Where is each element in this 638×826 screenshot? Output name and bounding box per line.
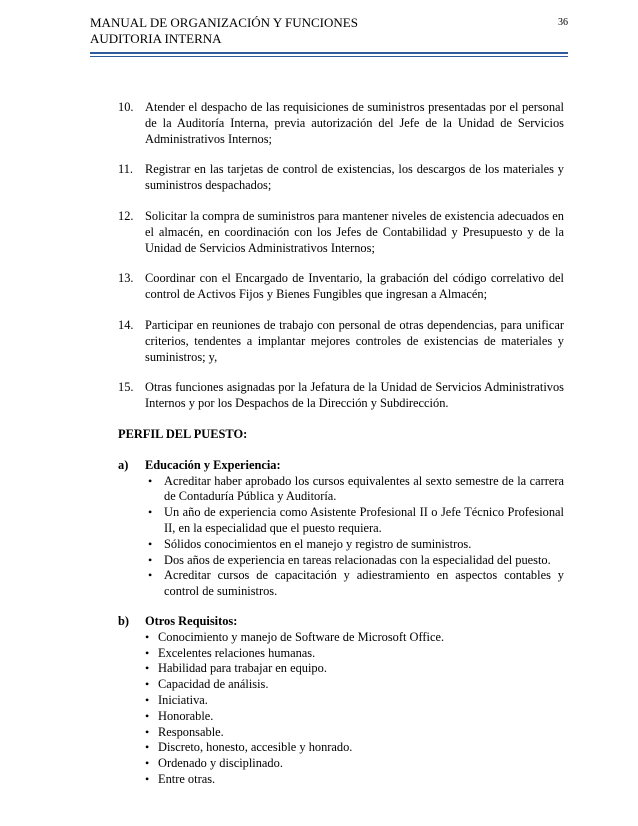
- bullet-text: Conocimiento y manejo de Software de Microsoft Office.: [158, 629, 445, 644]
- bullet-list: [145, 630, 564, 788]
- subsection-title: Otros Requisitos:: [145, 613, 238, 628]
- bullet-item: [145, 740, 564, 756]
- bullet-item: [145, 505, 564, 537]
- bullet-icon: •: [148, 505, 153, 520]
- item-number: 13.: [118, 271, 134, 286]
- bullet-text: Excelentes relaciones humanas.: [158, 645, 316, 660]
- bullet-text: Acreditar cursos de capacitación y adiestramiento en aspectos contables y control de suministros.: [164, 568, 564, 599]
- bullet-text: Capacidad de análisis.: [158, 677, 269, 692]
- bullet-item: [145, 537, 564, 553]
- header-rule-thick: [90, 52, 568, 54]
- bullet-icon: •: [145, 756, 150, 771]
- subsection-a: [118, 458, 564, 600]
- item-number: 12.: [118, 208, 134, 223]
- bullet-icon: •: [145, 740, 150, 755]
- document-body: [118, 100, 564, 802]
- header-subtitle: AUDITORIA INTERNA: [90, 31, 222, 46]
- bullet-icon: •: [148, 536, 153, 551]
- list-item: [118, 209, 564, 256]
- bullet-icon: •: [148, 473, 153, 488]
- bullet-icon: •: [145, 661, 150, 676]
- bullet-icon: •: [145, 692, 150, 707]
- bullet-text: Discreto, honesto, accesible y honrado.: [158, 740, 353, 755]
- bullet-icon: •: [148, 552, 153, 567]
- bullet-text: Un año de experiencia como Asistente Profesional II o Jefe Técnico Profesional II, en la especialidad que el puesto requiera.: [164, 505, 564, 535]
- list-item: [118, 318, 564, 365]
- bullet-text: Sólidos conocimientos en el manejo y registro de suministros.: [164, 536, 472, 551]
- section-title: PERFIL DEL PUESTO:: [118, 426, 248, 441]
- bullet-item: [145, 709, 564, 725]
- bullet-text: Ordenado y disciplinado.: [158, 756, 283, 771]
- list-item: [118, 100, 564, 147]
- bullet-text: Responsable.: [158, 724, 224, 739]
- item-text: Coordinar con el Encargado de Inventario, la grabación del código correlativo del control de Activos Fijos y Bienes Fungibles que ingresan a Almacén;: [145, 271, 564, 302]
- bullet-text: Iniciativa.: [158, 692, 208, 707]
- subsection-b: [118, 613, 564, 788]
- bullet-item: [145, 474, 564, 506]
- bullet-item: [145, 661, 564, 677]
- item-text: Participar en reuniones de trabajo con personal de otras dependencias, para unificar criterios, tendentes a implantar mejores controles de existencias de materiales y suministros; y,: [145, 317, 564, 364]
- bullet-item: [145, 553, 564, 569]
- list-item: [118, 162, 564, 194]
- bullet-text: Acreditar haber aprobado los cursos equivalentes al sexto semestre de la carrera de Contaduría Pública y Auditoría.: [164, 473, 564, 504]
- page-number: 36: [558, 17, 568, 28]
- bullet-item: [145, 772, 564, 788]
- bullet-item: [145, 693, 564, 709]
- item-number: 11.: [118, 162, 134, 177]
- item-number: 10.: [118, 100, 134, 114]
- bullet-icon: •: [148, 568, 153, 583]
- bullet-text: Dos años de experiencia en tareas relacionadas con la especialidad del puesto.: [164, 552, 551, 567]
- bullet-icon: •: [145, 771, 150, 786]
- item-number: 15.: [118, 380, 134, 395]
- item-text: Registrar en las tarjetas de control de existencias, los descargos de los materiales y suministros despachados;: [145, 162, 564, 193]
- item-text: Otras funciones asignadas por la Jefatura de la Unidad de Servicios Administrativos Internos y por los Despachos de la Dirección y Subdirección.: [145, 380, 564, 411]
- list-item: [118, 380, 564, 412]
- header-rule-thin: [90, 56, 568, 57]
- bullet-item: [145, 725, 564, 741]
- item-number: 14.: [118, 317, 134, 332]
- bullet-icon: •: [145, 677, 150, 692]
- bullet-icon: •: [145, 724, 150, 739]
- item-text: Solicitar la compra de suministros para mantener niveles de existencia adecuados en el almacén, en coordinación con los Jefes de Contabilidad y Presupuesto y de la Unidad de Servicios Administrativos Internos;: [145, 208, 564, 255]
- bullet-item: [145, 568, 564, 600]
- bullet-text: Honorable.: [158, 708, 214, 723]
- bullet-text: Habilidad para trabajar en equipo.: [158, 661, 327, 676]
- bullet-item: [145, 677, 564, 693]
- bullet-item: [145, 646, 564, 662]
- subsection-title: Educación y Experiencia:: [145, 457, 281, 472]
- functions-list: [118, 100, 564, 412]
- bullet-text: Entre otras.: [158, 771, 216, 786]
- list-item: [118, 271, 564, 303]
- bullet-item: [145, 630, 564, 646]
- bullet-icon: •: [145, 629, 150, 644]
- header-title: MANUAL DE ORGANIZACIÓN Y FUNCIONES: [90, 15, 358, 30]
- bullet-list: [145, 474, 564, 600]
- subsection-letter: b): [118, 613, 130, 628]
- page-header: [90, 15, 568, 47]
- subsection-letter: a): [118, 457, 129, 472]
- bullet-icon: •: [145, 708, 150, 723]
- bullet-icon: •: [145, 645, 150, 660]
- item-text: Atender el despacho de las requisiciones de suministros presentadas por el personal de la Auditoría Interna, previa autorización del Jefe de la Unidad de Servicios Administrativos Internos;: [145, 100, 564, 146]
- bullet-item: [145, 756, 564, 772]
